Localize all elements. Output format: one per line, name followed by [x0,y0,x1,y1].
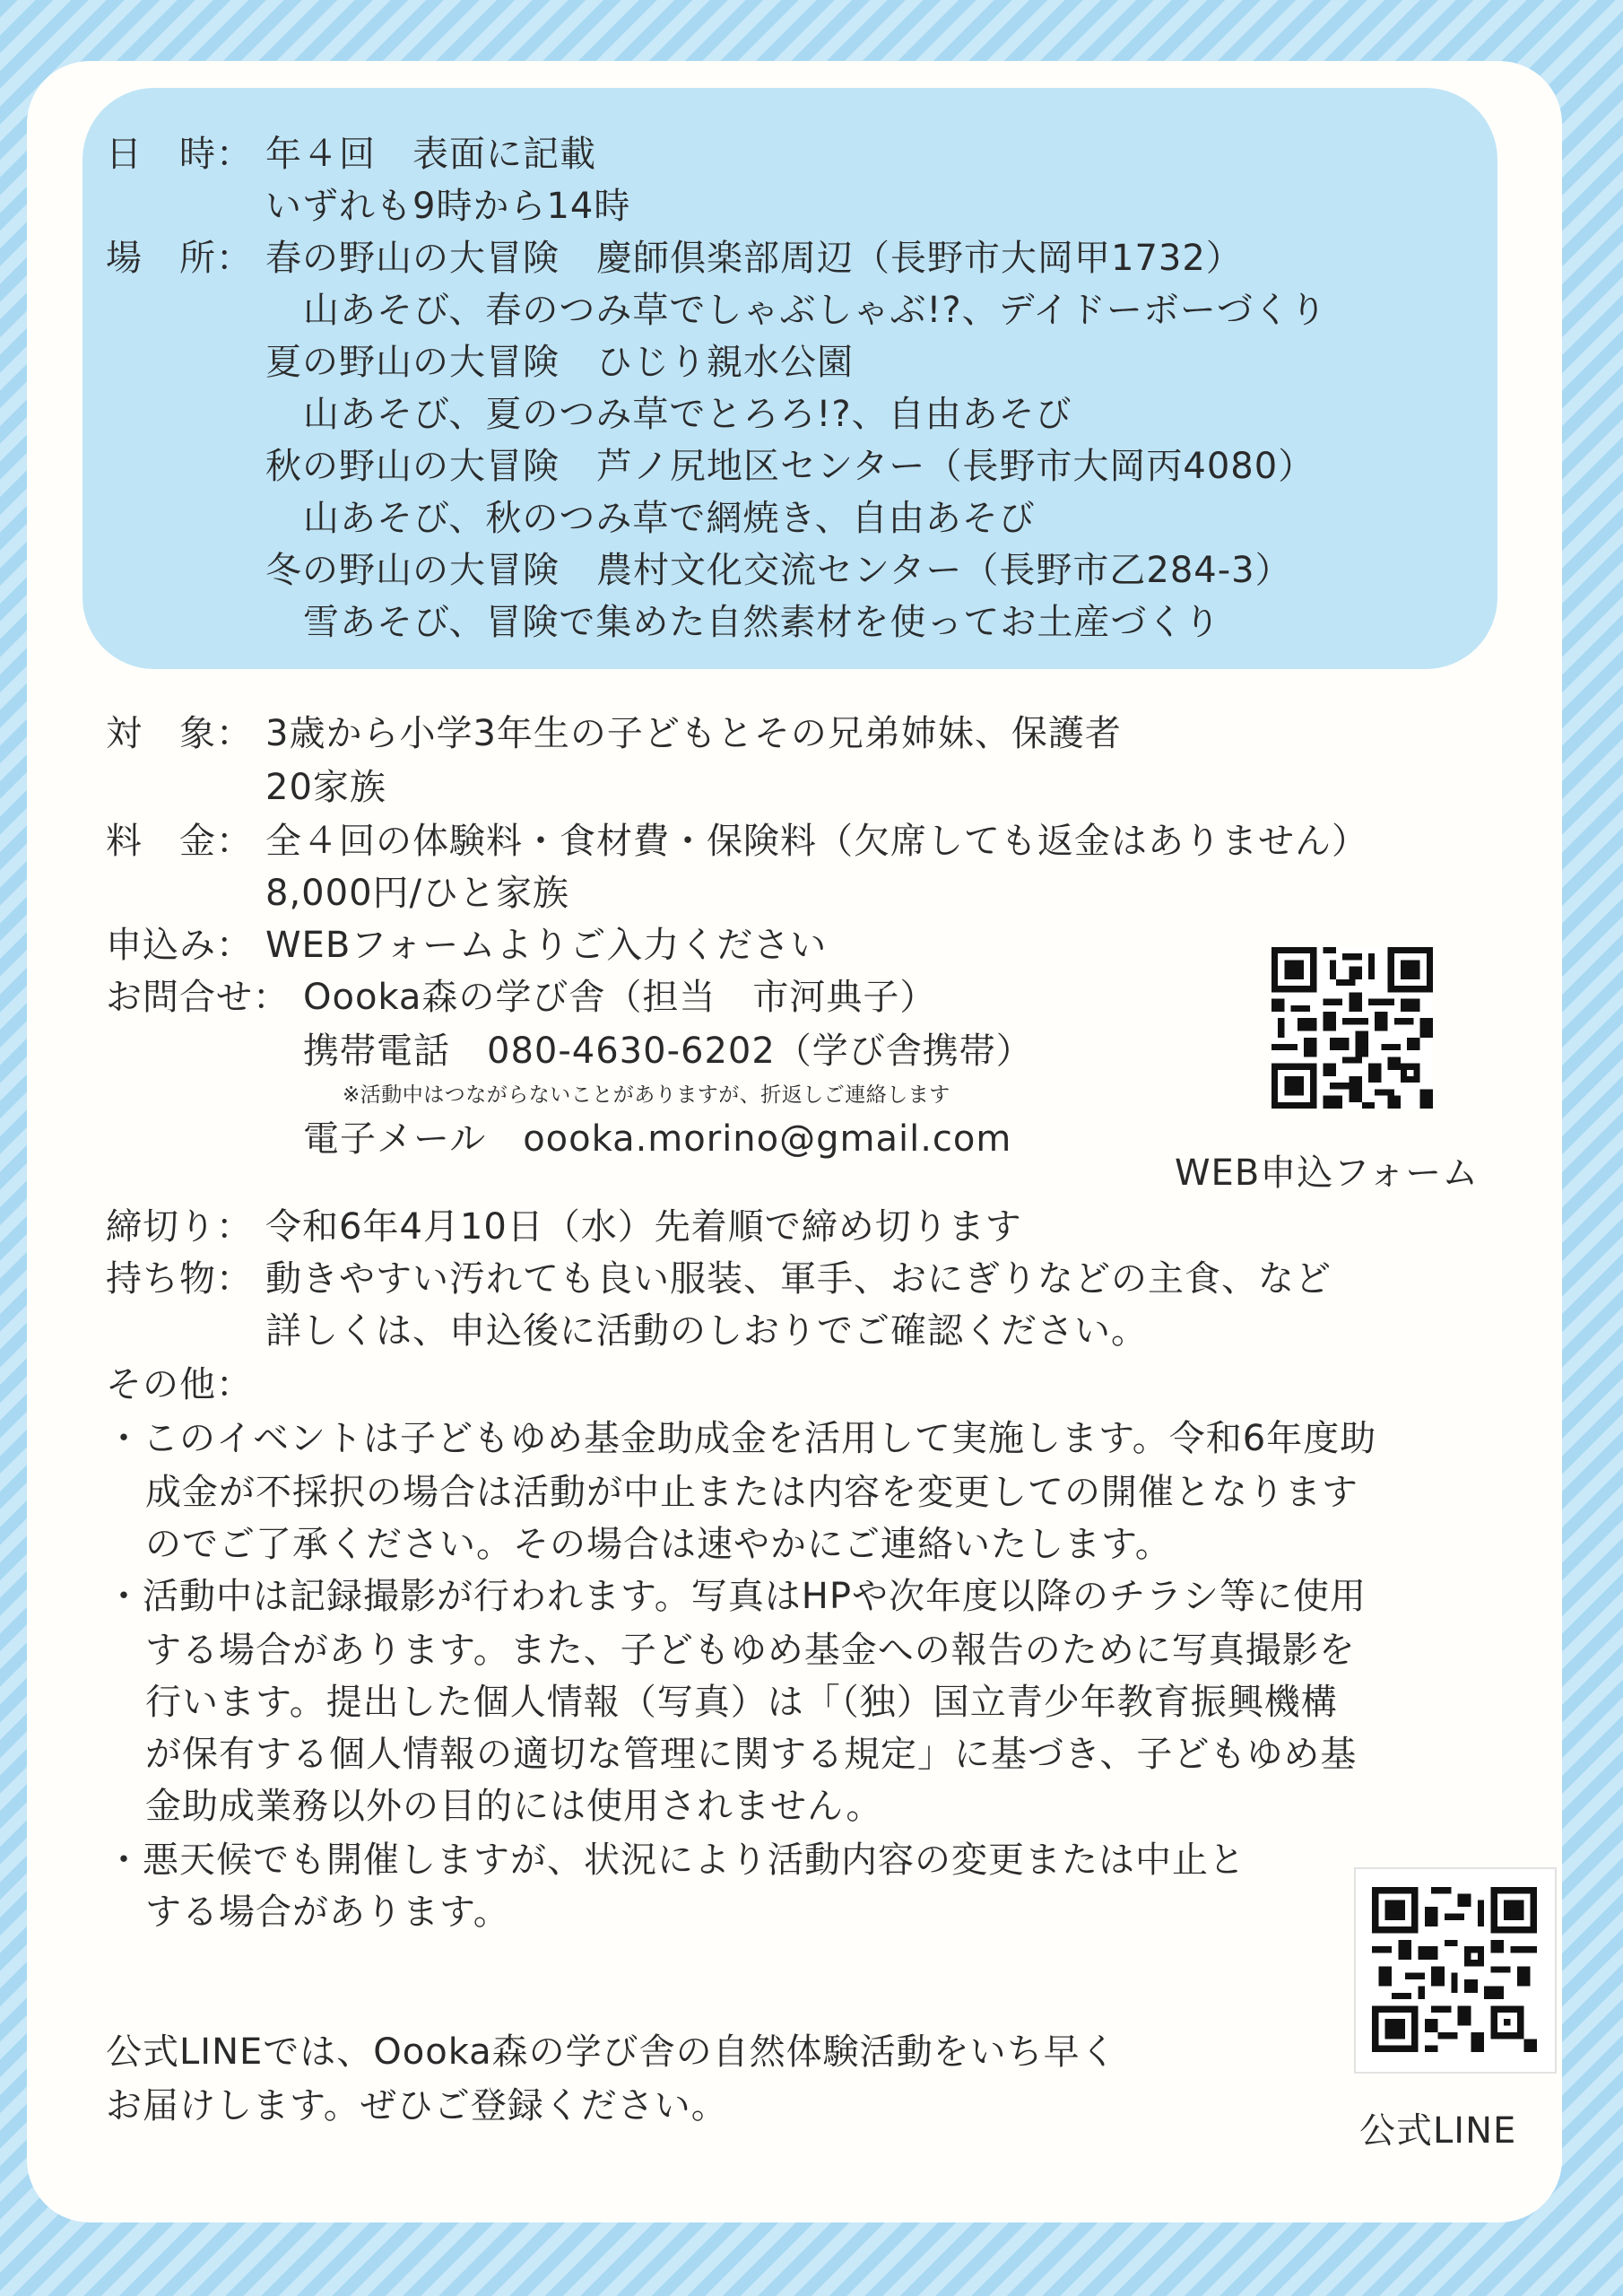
winter-desc: 雪あそび、冒険で集めた自然素材を使ってお土産づくり [303,602,1221,643]
summer-desc: 山あそび、夏のつみ草でとろろ!?、自由あそび [303,394,1072,435]
apply-text: WEBフォームよりご入力ください [265,925,828,966]
note3-line1: ・悪天候でも開催しますが、状況により活動内容の変更または中止と [106,1839,1245,1881]
line-promo-line1: 公式LINEでは、Oooka森の学び舎の自然体験活動をいち早く [106,2031,1117,2073]
date-label: 日 時： [106,134,253,175]
target-label: 対 象： [106,713,253,754]
winter-title: 冬の野山の大冒険 農村文化交流センター（長野市乙284-3） [265,550,1292,591]
note2-line1: ・活動中は記録撮影が行われます。写真はHPや次年度以降のチラシ等に使用 [106,1576,1367,1617]
web-form-qr-code[interactable] [1271,947,1433,1109]
note2-line5: 金助成業務以外の目的には使用されません。 [145,1786,883,1827]
contact-email: 電子メール oooka.morino@gmail.com [303,1118,1012,1160]
note2-line3: 行います。提出した個人情報（写真）は「（独）国立青少年教育振興機構 [145,1682,1338,1723]
autumn-desc: 山あそび、秋のつみ草で網焼き、自由あそび [303,498,1036,539]
apply-label: 申込み： [106,925,253,966]
contact-phone: 携帯電話 080-4630-6202（学び舎携帯） [303,1031,1033,1072]
target-line2: 20家族 [265,767,386,808]
summer-title: 夏の野山の大冒険 ひじり親水公園 [265,342,854,383]
note2-line2: する場合があります。また、子どもゆめ基金への報告のために写真撮影を [145,1630,1356,1671]
note2-line4: が保有する個人情報の適切な管理に関する規定」に基づき、子どもゆめ基 [145,1734,1358,1775]
web-form-caption: WEB申込フォーム [1175,1152,1480,1194]
place-label: 場 所： [106,238,253,279]
fee-label: 料 金： [106,821,253,862]
contact-note: ※活動中はつながらないことがありますが、折返しご連絡します [343,1083,950,1107]
belongings-line1: 動きやすい汚れても良い服装、軍手、おにぎりなどの主食、など [265,1258,1332,1300]
target-line1: 3歳から小学3年生の子どもとその兄弟姉妹、保護者 [265,713,1122,754]
fee-line2: 8,000円/ひと家族 [265,873,569,914]
note1-line1: ・このイベントは子どもゆめ基金助成金を活用して実施します。令和6年度助 [106,1418,1377,1459]
autumn-title: 秋の野山の大冒険 芦ノ尻地区センター（長野市大岡丙4080） [265,446,1315,487]
fee-line1: 全４回の体験料・食材費・保険料（欠席しても返金はありません） [265,821,1368,862]
note1-line2: 成金が不採択の場合は活動が中止または内容を変更しての開催となります [145,1472,1358,1513]
note3-line2: する場合があります。 [145,1892,510,1933]
line-promo-line2: お届けします。ぜひご登録ください。 [106,2085,728,2126]
spring-desc: 山あそび、春のつみ草でしゃぶしゃぶ!?、デイドーボーづくり [303,290,1327,331]
line-caption: 公式LINE [1359,2110,1517,2152]
date-line2: いずれも9時から14時 [265,186,631,227]
deadline-text: 令和6年4月10日（水）先着順で締め切ります [265,1206,1022,1248]
spring-title: 春の野山の大冒険 慶師倶楽部周辺（長野市大岡甲1732） [265,238,1243,279]
contact-label: お問合せ： [106,977,290,1018]
deadline-label: 締切り： [106,1206,253,1248]
belongings-label: 持ち物： [106,1258,253,1300]
other-label: その他： [106,1364,253,1405]
contact-org: Oooka森の学び舎（担当 市河典子） [303,977,937,1018]
date-line1: 年４回 表面に記載 [265,134,596,175]
note1-line3: のでご了承ください。その場合は速やかにご連絡いたします。 [145,1524,1172,1565]
belongings-line2: 詳しくは、申込後に活動のしおりでご確認ください。 [265,1310,1148,1352]
line-qr-code[interactable] [1372,1887,1537,2052]
